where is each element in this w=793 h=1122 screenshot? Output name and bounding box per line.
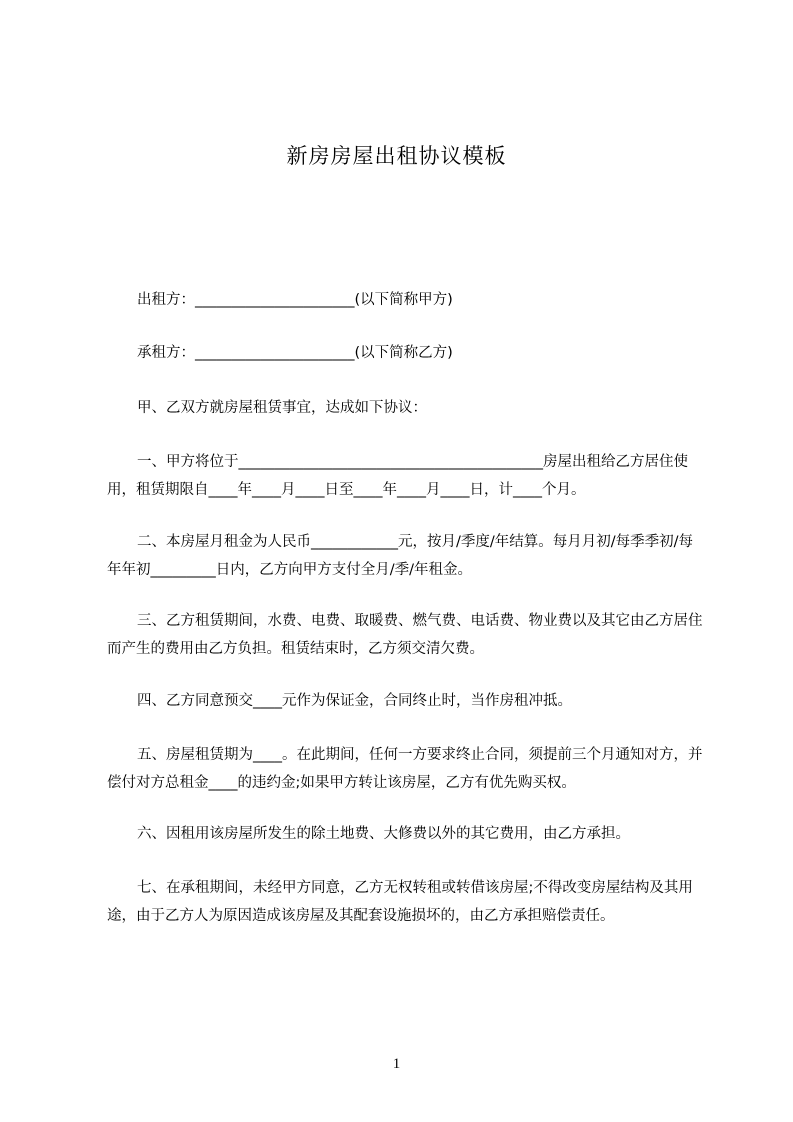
paragraph-text: 承租方：______________________(以下简称乙方) (137, 345, 453, 361)
clause-6 (107, 820, 703, 848)
clause-lessee (107, 339, 703, 367)
paragraph-text: 一、甲方将位于__________________________________________房屋出租给乙方居住使用，租赁期限自____年____月____日至____年____月____日，计____个月。 (107, 454, 688, 498)
paragraph-text: 四、乙方同意预交____元作为保证金，合同终止时，当作房租冲抵。 (137, 693, 572, 709)
paragraph-text: 七、在承租期间，未经甲方同意，乙方无权转租或转借该房屋;不得改变房屋结构及其用途，由于乙方人为原因造成该房屋及其配套设施损坏的，由乙方承担赔偿责任。 (107, 880, 693, 924)
clause-2 (107, 528, 703, 584)
paragraph-text: 甲、乙双方就房屋租赁事宜，达成如下协议： (137, 400, 427, 416)
document-title: 新房房屋出租协议模板 (286, 144, 507, 168)
page-number: 1 (392, 1056, 401, 1072)
clause-preamble (107, 394, 703, 422)
clause-lessor (107, 286, 703, 314)
clause-3 (107, 607, 703, 663)
paragraph-text: 六、因租用该房屋所发生的除土地费、大修费以外的其它费用，由乙方承担。 (137, 826, 630, 842)
paragraph-text: 二、本房屋月租金为人民币____________元，按月/季度/年结算。每月月初/每季季初/每年年初_________日内，乙方向甲方支付全月/季/年租金。 (107, 534, 694, 578)
clause-4 (107, 687, 703, 715)
paragraph-text: 三、乙方租赁期间，水费、电费、取暖费、燃气费、电话费、物业费以及其它由乙方居住而产生的费用由乙方负担。租赁结束时，乙方须交清欠费。 (107, 613, 703, 657)
paragraph-text: 出租方：______________________(以下简称甲方) (137, 292, 453, 308)
clause-1 (107, 448, 703, 504)
clause-7 (107, 874, 703, 930)
paragraph-text: 五、房屋租赁期为____。在此期间，任何一方要求终止合同，须提前三个月通知对方，并偿付对方总租金____的违约金;如果甲方转让该房屋，乙方有优先购买权。 (107, 747, 703, 791)
clause-5 (107, 741, 703, 797)
